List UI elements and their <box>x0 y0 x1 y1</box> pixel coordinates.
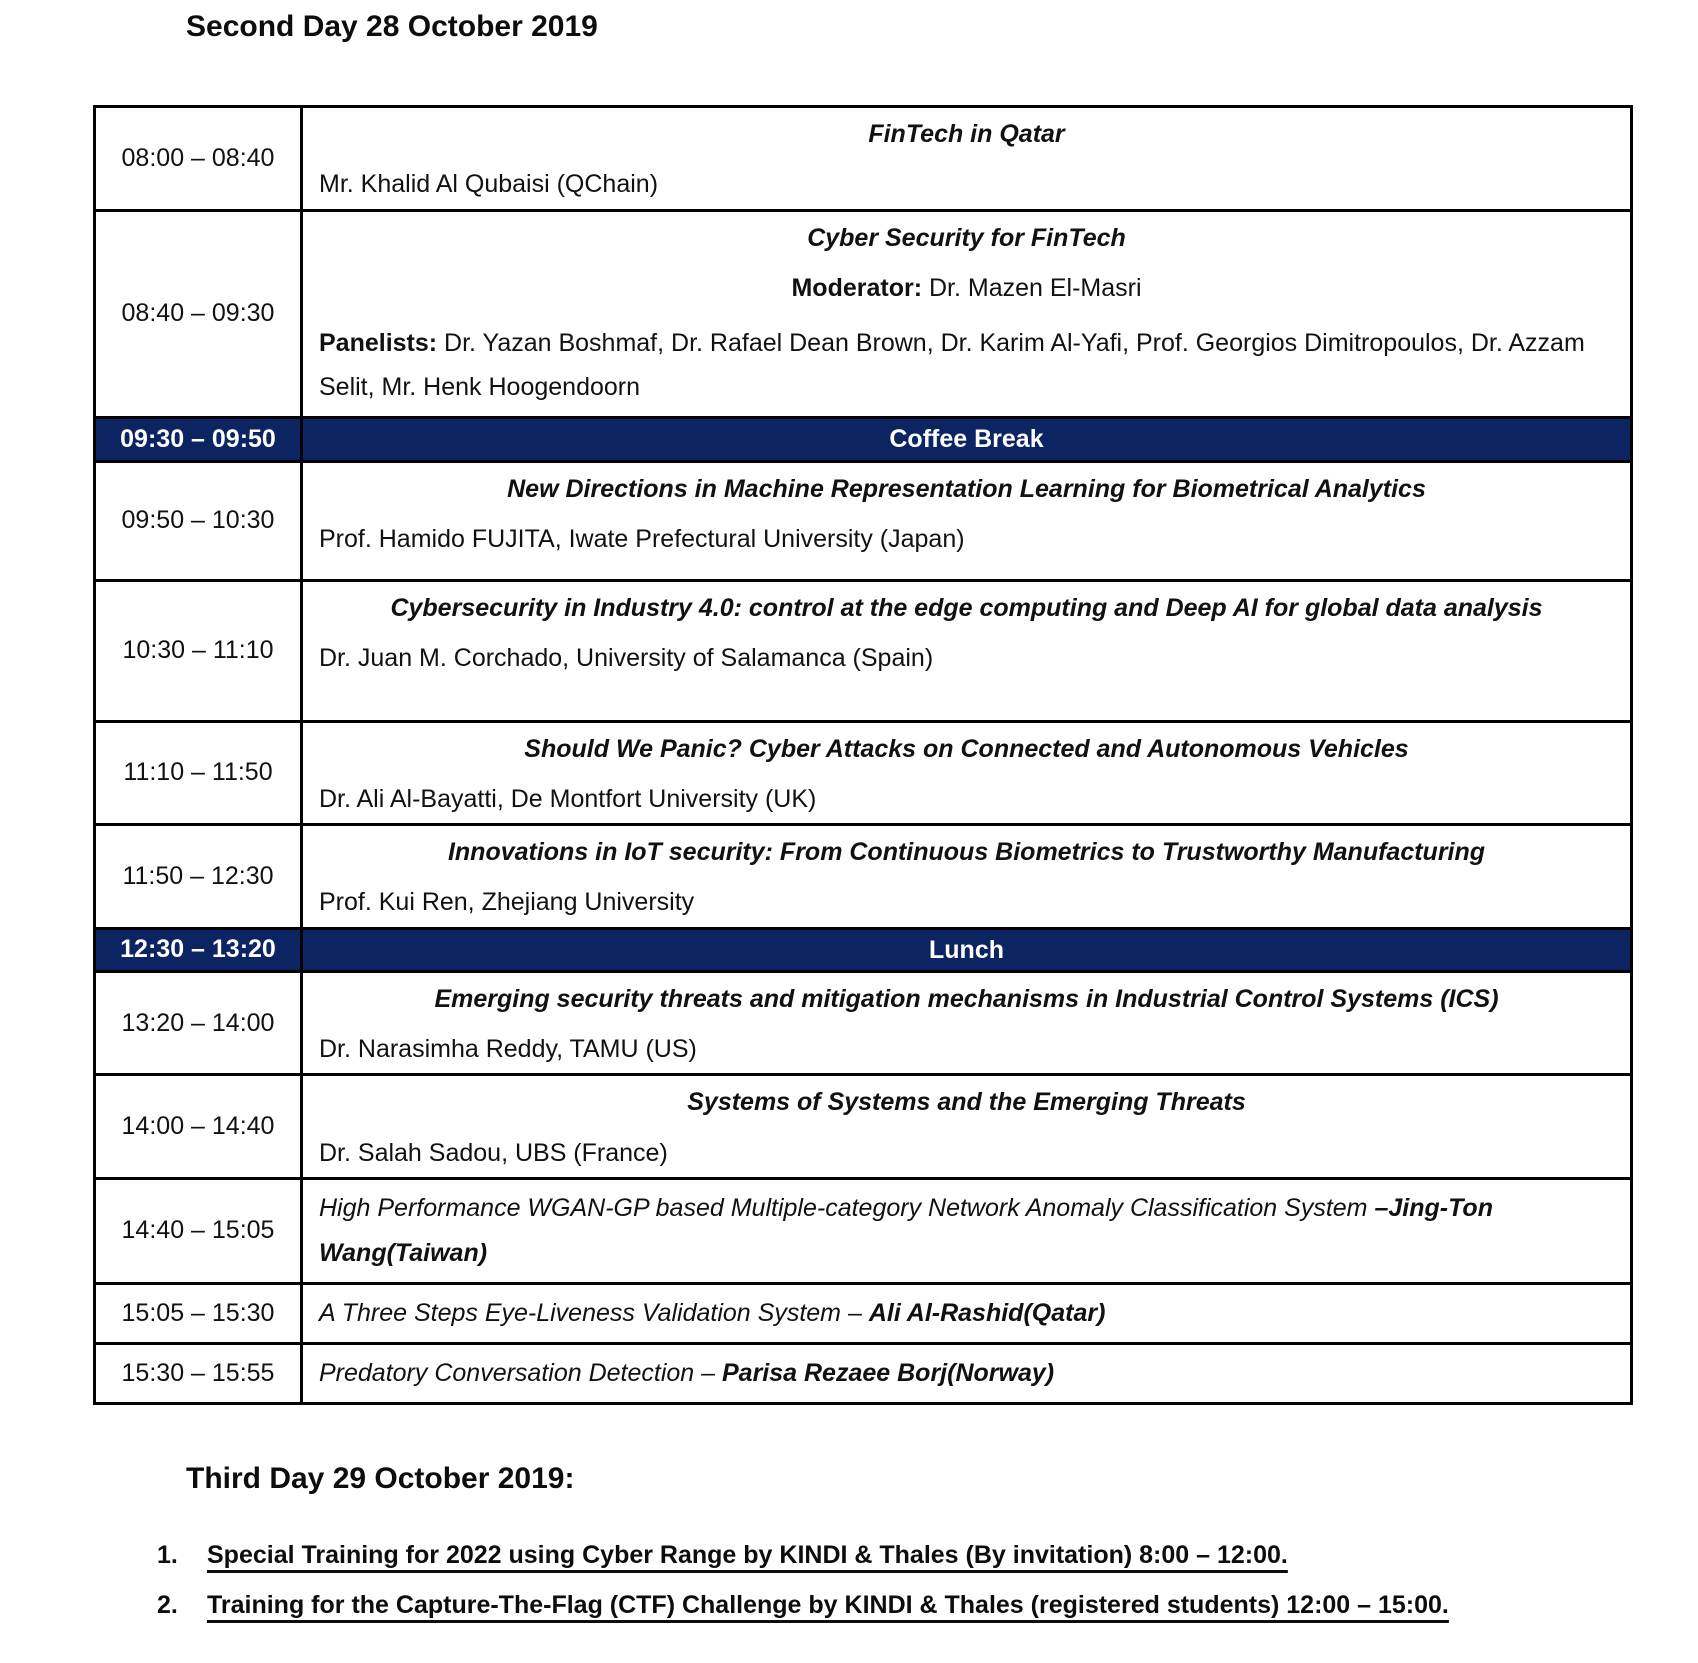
session-title: Should We Panic? Cyber Attacks on Connected and Autonomous Vehicles <box>524 734 1409 763</box>
session-cell <box>302 580 1632 721</box>
paper-title: Predatory Conversation Detection – <box>319 1358 722 1387</box>
list-item-number: 1. <box>157 1541 178 1569</box>
schedule-row-paper <box>95 1283 1632 1343</box>
session-speaker: Dr. Salah Sadou, UBS (France) <box>319 1138 668 1167</box>
schedule-row-session <box>95 825 1632 929</box>
session-cell <box>302 107 1632 211</box>
panelists-label: Panelists: <box>319 329 438 357</box>
paper-cell <box>302 1343 1632 1403</box>
paper-cell <box>302 1283 1632 1343</box>
list-item <box>157 1532 1557 1578</box>
schedule-row-session <box>95 580 1632 721</box>
session-cell <box>302 461 1632 580</box>
paper-cell <box>302 1178 1632 1283</box>
list-item-text: Training for the Capture-The-Flag (CTF) Challenge by KINDI & Thales (registered students) 12:00 – 15:00. <box>207 1591 1449 1620</box>
session-title: Cyber Security for FinTech <box>807 223 1126 252</box>
session-speaker: Dr. Ali Al-Bayatti, De Montfort University (UK) <box>319 784 817 813</box>
panel-cell <box>302 210 1632 417</box>
paper-title: A Three Steps Eye-Liveness Validation System – <box>319 1298 869 1327</box>
moderator-label: Moderator: <box>791 273 923 302</box>
schedule-row-session <box>95 971 1632 1075</box>
break-label: Lunch <box>302 928 1632 971</box>
time-slot: 09:30 – 09:50 <box>95 417 302 461</box>
list-item-number: 2. <box>157 1591 178 1620</box>
list-item-text: Special Training for 2022 using Cyber Range by KINDI & Thales (By invitation) 8:00 – 12:00. <box>207 1541 1288 1569</box>
moderator-line <box>319 270 1614 306</box>
schedule-table-body <box>95 107 1632 1404</box>
session-cell <box>302 721 1632 825</box>
time-slot: 10:30 – 11:10 <box>95 580 302 721</box>
session-speaker: Dr. Narasimha Reddy, TAMU (US) <box>319 1035 697 1063</box>
time-slot: 11:50 – 12:30 <box>95 825 302 929</box>
session-title: Systems of Systems and the Emerging Threats <box>687 1088 1246 1117</box>
panelists-line <box>319 322 1614 410</box>
session-speaker: Dr. Juan M. Corchado, University of Salamanca (Spain) <box>319 643 934 672</box>
third-day-heading: Third Day 29 October 2019: <box>186 1462 575 1495</box>
schedule-row-break <box>95 417 1632 461</box>
time-slot: 09:50 – 10:30 <box>95 461 302 580</box>
schedule-row-panel <box>95 210 1632 417</box>
session-speaker: Prof. Hamido FUJITA, Iwate Prefectural University (Japan) <box>319 524 965 553</box>
session-title: FinTech in Qatar <box>868 120 1065 148</box>
schedule-row-session <box>95 461 1632 580</box>
session-cell <box>302 825 1632 929</box>
session-title: Innovations in IoT security: From Continuous Biometrics to Trustworthy Manufacturing <box>447 838 1486 866</box>
paper-presenter: –Jing-Ton Wang(Taiwan) <box>319 1193 1493 1267</box>
schedule-row-session <box>95 1075 1632 1179</box>
session-speaker: Mr. Khalid Al Qubaisi (QChain) <box>319 170 659 199</box>
time-slot: 14:40 – 15:05 <box>95 1178 302 1283</box>
paper-presenter: Ali Al-Rashid(Qatar) <box>868 1298 1106 1327</box>
time-slot: 14:00 – 14:40 <box>95 1075 302 1179</box>
session-title: Cybersecurity in Industry 4.0: control at the edge computing and Deep AI for global data analysis <box>390 593 1543 622</box>
moderator-name: Dr. Mazen El-Masri <box>922 273 1142 302</box>
schedule-row-session <box>95 721 1632 825</box>
session-speaker: Prof. Kui Ren, Zhejiang University <box>319 888 695 917</box>
second-day-heading: Second Day 28 October 2019 <box>186 10 598 43</box>
time-slot: 15:30 – 15:55 <box>95 1343 302 1403</box>
schedule-row-paper <box>95 1343 1632 1403</box>
panelists-names: Dr. Yazan Boshmaf, Dr. Rafael Dean Brown, Dr. Karim Al-Yafi, Prof. Georgios Dimitropoulos, Dr. Azzam Selit, Mr. Henk Hoogendoorn <box>319 329 1585 401</box>
list-item <box>157 1582 1557 1628</box>
time-slot: 12:30 – 13:20 <box>95 928 302 971</box>
schedule-row-paper <box>95 1178 1632 1283</box>
session-cell <box>302 971 1632 1075</box>
paper-presenter: Parisa Rezaee Borj(Norway) <box>722 1358 1055 1387</box>
schedule-row-break <box>95 928 1632 971</box>
time-slot: 11:10 – 11:50 <box>95 721 302 825</box>
time-slot: 08:40 – 09:30 <box>95 210 302 417</box>
session-cell <box>302 1075 1632 1179</box>
schedule-table <box>93 105 1633 1405</box>
session-title: New Directions in Machine Representation Learning for Biometrical Analytics <box>507 474 1426 503</box>
time-slot: 08:00 – 08:40 <box>95 107 302 211</box>
session-title: Emerging security threats and mitigation mechanisms in Industrial Control Systems (ICS) <box>434 984 1499 1013</box>
time-slot: 15:05 – 15:30 <box>95 1283 302 1343</box>
break-label: Coffee Break <box>302 417 1632 461</box>
time-slot: 13:20 – 14:00 <box>95 971 302 1075</box>
third-day-list <box>157 1532 1557 1633</box>
schedule-row-session <box>95 107 1632 211</box>
paper-title: High Performance WGAN-GP based Multiple-category Network Anomaly Classification System <box>319 1193 1375 1222</box>
